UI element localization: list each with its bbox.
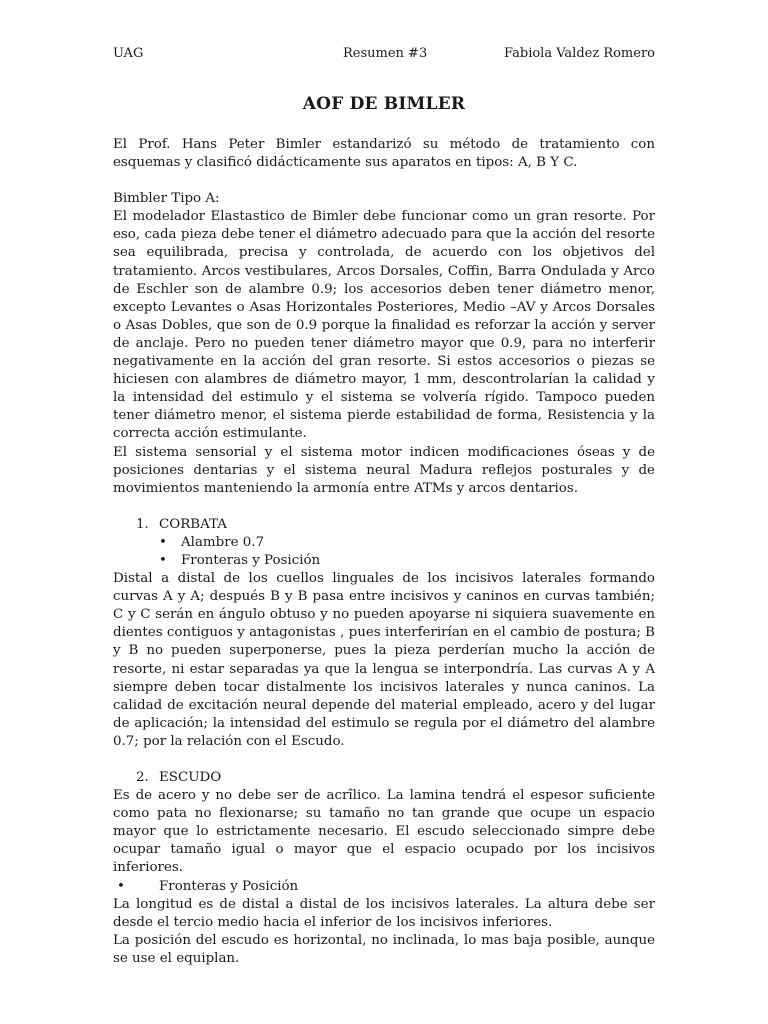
section-1-bullet xyxy=(113,552,655,570)
section-2-number: 2. xyxy=(136,770,149,785)
section-1-title: CORBATA xyxy=(159,516,227,532)
section-1-bullet-text: Alambre 0.7 xyxy=(181,534,265,550)
section-1-heading xyxy=(113,516,655,534)
section-2-bullet-text: Fronteras y Posición xyxy=(159,878,299,894)
document-title: AOF DE BIMLER xyxy=(302,94,466,114)
section-2-title: ESCUDO xyxy=(159,770,222,785)
header-summary-number: Resumen #3 xyxy=(343,46,428,61)
section-1-paragraph: Distal a distal de los cuellos linguales de los incisivos laterales formando curvas A y A; después B y B pasa entre incisivos y caninos en curvas también; C y C serán en ángulo obtuso y no pueden apoyarse ni siquiera suavemente en dientes contiguos y antagonistas , pues interferirían en el cambio de postura; B y B no pueden superponerse, pues la pieza perderían mucho la acción de resorte, ni estar separadas ya que la lengua se interpondría. Las curvas A y A siempre deben tocar distalmente los incisivos laterales y nunca caninos. La calidad de excitación neural depende del material empleado, acero y del lugar de aplicación; la intensidad del estimulo se regula por el diámetro del alambre 0.7; por la relación con el Escudo. xyxy=(113,571,655,749)
header-author: Fabiola Valdez Romero xyxy=(503,46,655,61)
section-1-number: 1. xyxy=(136,516,149,532)
header-institution: UAG xyxy=(113,46,144,61)
bullet-icon: • xyxy=(159,534,167,550)
tipo-a-paragraph-1: El modelador Elastastico de Bimler debe funcionar como un gran resorte. Por eso, cada pieza debe tener el diámetro adecuado para que la acción del resorte sea equilibrada, precisa y controlada, de acuerdo con los objetivos del tratamiento. Arcos vestibulares, Arcos Dorsales, Coffin, Barra Ondulada y Arco de Eschler son de alambre 0.9; los accesorios deben tener diámetro menor, excepto Levantes o Asas Horizontales Posteriores, Medio –AV y Arcos Dorsales o Asas Dobles, que son de 0.9 porque la finalidad es reforzar la acción y server de anclaje. Pero no pueden tener diámetro mayor que 0.9, para no interferir negativamente en la acción del gran resorte. Si estos accesorios o piezas se hiciesen con alambres de diámetro mayor, 1 mm, descontrolarían la calidad y la intensidad del estimulo y el sistema se volvería rígido. Tampoco pueden tener diámetro menor, el sistema pierde estabilidad de forma, Resistencia y la correcta acción estimulante. xyxy=(113,209,655,442)
tipo-a-paragraph-2: El sistema sensorial y el sistema motor indicen modificaciones óseas y de posiciones dentarias y el sistema neural Madura reflejos posturales y de movimientos manteniendo la armonía entre ATMs y arcos dentarios. xyxy=(113,444,655,496)
bullet-icon: • xyxy=(159,552,167,568)
tipo-a-heading: Bimbler Tipo A: xyxy=(113,191,220,207)
page-header xyxy=(113,46,655,66)
section-2-paragraph-3: La posición del escudo es horizontal, no inclinada, lo mas baja posible, aunque se use el equiplan. xyxy=(113,932,655,966)
section-1-bullet xyxy=(113,534,655,552)
section-1-bullet-text: Fronteras y Posición xyxy=(181,552,321,568)
bullet-icon: • xyxy=(117,878,125,894)
document-body xyxy=(113,136,655,968)
section-2-heading xyxy=(113,769,655,787)
section-2-paragraph-2: La longitud es de distal a distal de los incisivos laterales. La altura debe ser desde el tercio medio hacia el inferior de los incisivos inferiores. xyxy=(113,896,655,930)
intro-paragraph: El Prof. Hans Peter Bimler estandarizó su método de tratamiento con esquemas y clasificó didácticamente sus aparatos en tipos: A, B Y C. xyxy=(113,137,655,171)
section-2-bullet xyxy=(113,878,655,896)
section-2-paragraph: Es de acero y no debe ser de acrîlico. La lamina tendrá el espesor suficiente como pata no flexionarse; su tamaño no tan grande que ocupe un espacio mayor que lo estrictamente necesario. El escudo seleccionado simpre debe ocupar tamaño igual o mayor que el espacio ocupado por los incisivos inferiores. xyxy=(113,788,655,876)
